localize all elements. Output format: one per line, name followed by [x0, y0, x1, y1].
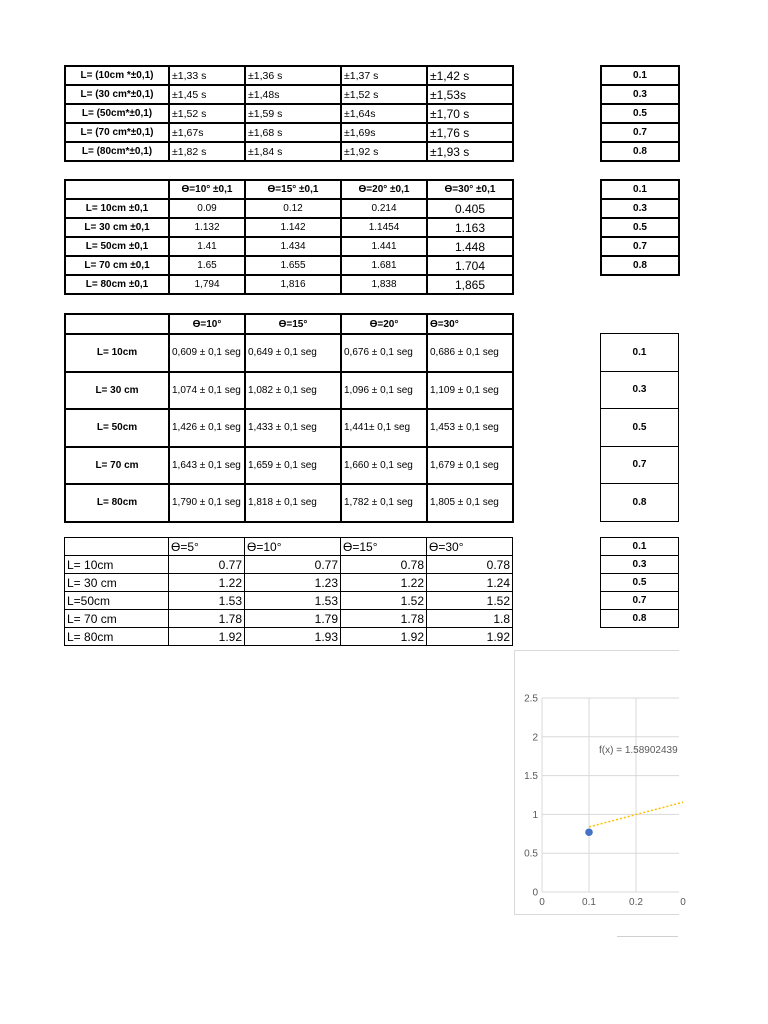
table-row	[65, 123, 513, 142]
table-cell: 1.52	[427, 592, 513, 610]
row-label: L= (10cm *±0,1)	[65, 66, 169, 85]
side-table-3	[600, 333, 679, 522]
table-cell: ±1,59 s	[245, 104, 341, 123]
table-cell: 1.23	[245, 574, 341, 592]
table-cell: 1.142	[245, 218, 341, 237]
table-row	[601, 574, 679, 592]
header-cell: Ɵ=15°	[245, 314, 341, 334]
table-cell: 1,818 ± 0,1 seg	[245, 484, 341, 522]
table-cell: 1.78	[341, 610, 427, 628]
table-header-row	[65, 538, 513, 556]
table-row	[601, 556, 679, 574]
table-cell: 0.3	[601, 556, 679, 574]
table-row	[65, 372, 513, 410]
header-cell: Ɵ=30° ±0,1	[427, 180, 513, 199]
divider	[617, 936, 678, 937]
table-cell: 1,794	[169, 275, 245, 294]
table-row	[65, 85, 513, 104]
row-label: L= (50cm*±0,1)	[65, 104, 169, 123]
table-cell: 1.53	[169, 592, 245, 610]
table-cell: 0.3	[601, 371, 679, 409]
table-row	[65, 218, 513, 237]
table-cell: 1.52	[341, 592, 427, 610]
data-point	[585, 828, 593, 836]
table-cell: ±1,70 s	[427, 104, 513, 123]
table-cell: 0,609 ± 0,1 seg	[169, 334, 245, 372]
table-cell: 0.77	[245, 556, 341, 574]
row-label: L= 70 cm	[65, 447, 169, 485]
table-cell: 1,660 ± 0,1 seg	[341, 447, 427, 485]
table-cell: 1.41	[169, 237, 245, 256]
x-tick-label-clipped: 0	[680, 897, 686, 908]
table-row	[601, 66, 679, 85]
period-table-1	[64, 65, 514, 162]
header-cell: Ɵ=20° ±0,1	[341, 180, 427, 199]
table-cell: 1.78	[169, 610, 245, 628]
table-cell: ±1,67s	[169, 123, 245, 142]
table-cell: 1.8	[427, 610, 513, 628]
row-label: L= 10cm	[65, 334, 169, 372]
table-row	[601, 237, 679, 256]
table-cell: ±1,52 s	[341, 85, 427, 104]
side-table-4	[600, 537, 679, 628]
table-cell: 1,643 ± 0,1 seg	[169, 447, 245, 485]
table-row	[65, 484, 513, 522]
table-cell: 0.8	[601, 256, 679, 275]
table-row	[601, 592, 679, 610]
table-row	[65, 409, 513, 447]
table-cell: 1.92	[341, 628, 427, 646]
table-cell: 1,453 ± 0,1 seg	[427, 409, 513, 447]
header-cell: Ɵ=5°	[169, 538, 245, 556]
side-table-1	[600, 65, 680, 162]
table-row	[65, 334, 513, 372]
table-row	[601, 484, 679, 522]
row-label: L=50cm	[65, 592, 169, 610]
table-cell: 0.09	[169, 199, 245, 218]
table-cell: 1,109 ± 0,1 seg	[427, 372, 513, 410]
header-cell: Ɵ=20°	[341, 314, 427, 334]
table-cell: 0.78	[341, 556, 427, 574]
table-cell: 1.441	[341, 237, 427, 256]
table-cell: 0.1	[601, 334, 679, 372]
table-row	[65, 574, 513, 592]
header-cell: Ɵ=15° ±0,1	[245, 180, 341, 199]
table-cell: 1,096 ± 0,1 seg	[341, 372, 427, 410]
table-cell: 1.53	[245, 592, 341, 610]
table-cell: 1.65	[169, 256, 245, 275]
table-cell: 1.448	[427, 237, 513, 256]
row-label: L= (70 cm*±0,1)	[65, 123, 169, 142]
table-row	[601, 256, 679, 275]
row-label: L= 80cm ±0,1	[65, 275, 169, 294]
side-table-2	[600, 179, 680, 276]
header-empty-cell	[65, 314, 169, 334]
table-cell: ±1,37 s	[341, 66, 427, 85]
table-cell: 0.12	[245, 199, 341, 218]
table-cell: 0.405	[427, 199, 513, 218]
row-label: L= (30 cm*±0,1)	[65, 85, 169, 104]
table-cell: 1,790 ± 0,1 seg	[169, 484, 245, 522]
header-cell: Ɵ=30°	[427, 538, 513, 556]
table-cell: 0.214	[341, 199, 427, 218]
table-cell: 0.7	[601, 237, 679, 256]
row-label: L= 30 cm ±0,1	[65, 218, 169, 237]
table-cell: ±1,45 s	[169, 85, 245, 104]
table-cell: 0,676 ± 0,1 seg	[341, 334, 427, 372]
y-tick-label: 2	[532, 732, 538, 744]
row-label: L= 80cm	[65, 484, 169, 522]
table-cell: 1,816	[245, 275, 341, 294]
table-cell: ±1,42 s	[427, 66, 513, 85]
table-cell: 0.5	[601, 574, 679, 592]
table-row	[65, 66, 513, 85]
row-label: L= (80cm*±0,1)	[65, 142, 169, 161]
table-cell: 1.22	[341, 574, 427, 592]
table-cell: 1.93	[245, 628, 341, 646]
table-cell: ±1,52 s	[169, 104, 245, 123]
table-cell: 1.132	[169, 218, 245, 237]
table-cell: 0.3	[601, 85, 679, 104]
header-cell: Ɵ=15°	[341, 538, 427, 556]
row-label: L= 30 cm	[65, 574, 169, 592]
table-cell: 0.1	[601, 180, 679, 199]
table-row	[601, 446, 679, 484]
table-row	[601, 538, 679, 556]
table-cell: 1,782 ± 0,1 seg	[341, 484, 427, 522]
table-cell: 0.78	[427, 556, 513, 574]
row-label: L= 10cm	[65, 556, 169, 574]
table-cell: 1.24	[427, 574, 513, 592]
table-cell: 0,649 ± 0,1 seg	[245, 334, 341, 372]
row-label: L= 50cm ±0,1	[65, 237, 169, 256]
header-empty-cell	[65, 180, 169, 199]
table-cell: ±1,92 s	[341, 142, 427, 161]
row-label: L= 80cm	[65, 628, 169, 646]
table-row	[601, 409, 679, 447]
table-row	[65, 275, 513, 294]
table-cell: 0.7	[601, 123, 679, 142]
table-cell: ±1,64s	[341, 104, 427, 123]
table-row	[601, 142, 679, 161]
table-row	[65, 556, 513, 574]
header-cell: Ɵ=10°	[169, 314, 245, 334]
table-cell: 0.1	[601, 66, 679, 85]
y-tick-label: 1.5	[524, 771, 538, 783]
table-cell: 0.5	[601, 409, 679, 447]
table-row	[65, 592, 513, 610]
row-label: L= 50cm	[65, 409, 169, 447]
row-label: L= 30 cm	[65, 372, 169, 410]
period-table-3	[64, 313, 514, 523]
table-cell: 1.704	[427, 256, 513, 275]
header-cell: Ɵ=10°	[245, 538, 341, 556]
table-cell: 0.8	[601, 484, 679, 522]
table-cell: 0.5	[601, 104, 679, 123]
table-row	[65, 142, 513, 161]
table-cell: 0.3	[601, 199, 679, 218]
table-cell: 1.655	[245, 256, 341, 275]
table-cell: 1,441± 0,1 seg	[341, 409, 427, 447]
y-tick-label: 2.5	[524, 693, 538, 705]
x-tick-label: 0.1	[582, 897, 596, 908]
header-empty-cell	[65, 538, 169, 556]
table-cell: 1,659 ± 0,1 seg	[245, 447, 341, 485]
table-cell: 1.163	[427, 218, 513, 237]
table-cell: 1,426 ± 0,1 seg	[169, 409, 245, 447]
header-cell: Ɵ=10° ±0,1	[169, 180, 245, 199]
table-cell: ±1,82 s	[169, 142, 245, 161]
table-cell: 1,433 ± 0,1 seg	[245, 409, 341, 447]
table-cell: 1,082 ± 0,1 seg	[245, 372, 341, 410]
row-label: L= 70 cm ±0,1	[65, 256, 169, 275]
trendline-equation: f(x) = 1.58902439	[599, 745, 678, 756]
table-cell: 1.92	[169, 628, 245, 646]
table-cell: 0.8	[601, 142, 679, 161]
table-cell: 0.1	[601, 538, 679, 556]
table-cell: 1,679 ± 0,1 seg	[427, 447, 513, 485]
table-cell: 1.434	[245, 237, 341, 256]
table-header-row	[65, 180, 513, 199]
table-cell: 0.7	[601, 592, 679, 610]
table-cell: ±1,68 s	[245, 123, 341, 142]
table-cell: 0.5	[601, 218, 679, 237]
table-row	[65, 628, 513, 646]
table-cell: 0.8	[601, 610, 679, 628]
table-cell: ±1,36 s	[245, 66, 341, 85]
table-row	[601, 218, 679, 237]
table-row	[601, 123, 679, 142]
table-row	[65, 447, 513, 485]
table-header-row	[65, 314, 513, 334]
table-row	[65, 199, 513, 218]
x-tick-label: 0.2	[629, 897, 643, 908]
table-row	[65, 256, 513, 275]
table-cell: 0,686 ± 0,1 seg	[427, 334, 513, 372]
table-row	[601, 334, 679, 372]
table-cell: 1.22	[169, 574, 245, 592]
table-row	[65, 610, 513, 628]
table-cell: ±1,93 s	[427, 142, 513, 161]
period-table-4	[64, 537, 513, 646]
chart-canvas	[515, 651, 686, 914]
row-label: L= 10cm ±0,1	[65, 199, 169, 218]
table-row	[601, 371, 679, 409]
table-cell: 1,805 ± 0,1 seg	[427, 484, 513, 522]
table-cell: ±1,33 s	[169, 66, 245, 85]
table-cell: 1.79	[245, 610, 341, 628]
table-row	[601, 199, 679, 218]
table-row	[601, 180, 679, 199]
x-tick-label: 0	[539, 897, 545, 908]
table-cell: 1.1454	[341, 218, 427, 237]
y-tick-label: 0.5	[524, 848, 538, 860]
table-cell: 0.77	[169, 556, 245, 574]
table-cell: 1,838	[341, 275, 427, 294]
table-cell: 0.7	[601, 446, 679, 484]
period-table-2	[64, 179, 514, 295]
table-cell: ±1,53s	[427, 85, 513, 104]
table-cell: 1,074 ± 0,1 seg	[169, 372, 245, 410]
table-cell: 1.681	[341, 256, 427, 275]
row-label: L= 70 cm	[65, 610, 169, 628]
table-cell: ±1,48s	[245, 85, 341, 104]
table-cell: ±1,84 s	[245, 142, 341, 161]
table-row	[601, 85, 679, 104]
table-cell: ±1,76 s	[427, 123, 513, 142]
table-cell: ±1,69s	[341, 123, 427, 142]
y-tick-label: 1	[532, 809, 538, 821]
scatter-chart[interactable]	[514, 650, 686, 915]
table-cell: 1,865	[427, 275, 513, 294]
table-row	[65, 237, 513, 256]
table-row	[601, 104, 679, 123]
table-cell: 1.92	[427, 628, 513, 646]
table-row	[601, 610, 679, 628]
header-cell: Ɵ=30°	[427, 314, 513, 334]
table-row	[65, 104, 513, 123]
y-tick-label: 0	[532, 887, 538, 899]
